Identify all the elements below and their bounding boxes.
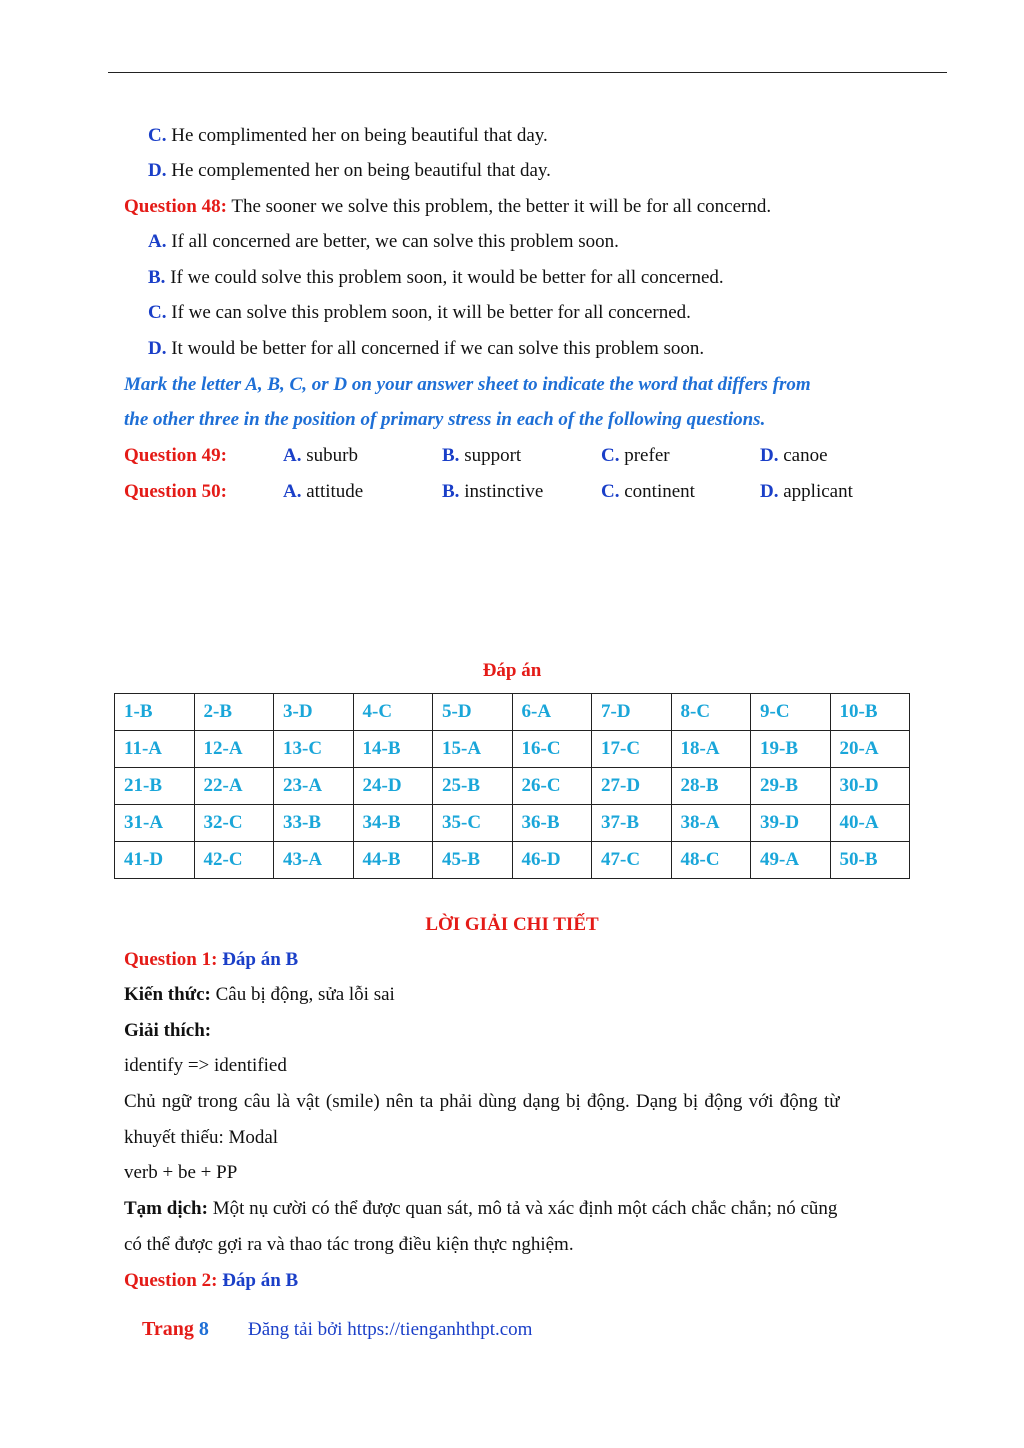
- q48-option-b: [148, 266, 724, 290]
- q1-line-3: verb + be + PP: [124, 1162, 238, 1183]
- option-text: prefer: [624, 445, 670, 466]
- page-number: [142, 1317, 209, 1341]
- q1-tam-dich-cont: có thể được gợi ra và thao tác trong điều kiện thực nghiệm.: [124, 1234, 574, 1255]
- q1-giai-thich-label: Giải thích:: [124, 1020, 212, 1041]
- option-letter: A.: [148, 231, 167, 252]
- answer-key-title: Đáp án: [482, 660, 542, 681]
- q48-option-d: [148, 337, 704, 361]
- answer-key-table: [114, 693, 910, 879]
- answer-key-cell: 25-B: [433, 768, 513, 805]
- answer-key-cell: 18-A: [671, 731, 751, 768]
- answer-key-cell: 14-B: [353, 731, 433, 768]
- answer-key-row: [115, 694, 910, 731]
- answer-key-cell: 33-B: [274, 805, 354, 842]
- answer-key-cell: 38-A: [671, 805, 751, 842]
- answer-key-cell: 41-D: [115, 842, 195, 879]
- answer-key-cell: 29-B: [751, 768, 831, 805]
- question-label: Question 1:: [124, 949, 218, 970]
- q49-row: [124, 444, 904, 468]
- answer-key-cell: 6-A: [512, 694, 592, 731]
- answer-key-cell: 24-D: [353, 768, 433, 805]
- q1-heading: [124, 948, 298, 972]
- answer-key-cell: 8-C: [671, 694, 751, 731]
- answer-key-cell: 42-C: [194, 842, 274, 879]
- answer-key-cell: 40-A: [830, 805, 910, 842]
- option-letter: C.: [601, 445, 620, 466]
- q1-line-2b: khuyết thiếu: Modal: [124, 1127, 279, 1148]
- option-letter: C.: [148, 302, 167, 323]
- answer-key-cell: 20-A: [830, 731, 910, 768]
- option-text: canoe: [783, 445, 828, 466]
- q49-option-a: [283, 444, 358, 468]
- answer-key-row: [115, 842, 910, 879]
- explanation-title: LỜI GIẢI CHI TIẾT: [425, 914, 599, 935]
- answer-key-cell: 2-B: [194, 694, 274, 731]
- answer-key-cell: 10-B: [830, 694, 910, 731]
- q1-kien-thuc: [124, 983, 395, 1007]
- option-text: It would be better for all concerned if we can solve this problem soon.: [171, 338, 705, 359]
- answer-key-cell: 13-C: [274, 731, 354, 768]
- answer-key-cell: 37-B: [592, 805, 672, 842]
- option-letter: B.: [442, 445, 460, 466]
- question-text: The sooner we solve this problem, the better it will be for all concernd.: [231, 196, 772, 217]
- answer-key-cell: 39-D: [751, 805, 831, 842]
- answer-key-row: [115, 731, 910, 768]
- kien-thuc-label: Kiến thức:: [124, 984, 211, 1005]
- question-label: Question 49:: [124, 445, 227, 466]
- answer-key-cell: 1-B: [115, 694, 195, 731]
- option-letter: D.: [148, 160, 167, 181]
- answer-key-cell: 43-A: [274, 842, 354, 879]
- answer-key-row: [115, 768, 910, 805]
- q48-option-c: [148, 301, 691, 325]
- answer-key-cell: 28-B: [671, 768, 751, 805]
- answer-label: Đáp án B: [222, 949, 299, 970]
- q1-tam-dich: [124, 1197, 837, 1221]
- option-text: attitude: [306, 481, 364, 502]
- q50-option-d: [760, 480, 853, 504]
- answer-key-cell: 16-C: [512, 731, 592, 768]
- option-letter: D.: [760, 481, 779, 502]
- answer-key-cell: 32-C: [194, 805, 274, 842]
- page-number-value: 8: [198, 1318, 209, 1340]
- option-text: He complemented her on being beautiful that day.: [171, 160, 551, 181]
- q1-line-2a: Chủ ngữ trong câu là vật (smile) nên ta phải dùng dạng bị động. Dạng bị động với động từ: [124, 1091, 840, 1112]
- option-letter: B.: [442, 481, 460, 502]
- option-letter: D.: [760, 445, 779, 466]
- q48-option-a: [148, 230, 619, 254]
- answer-key-cell: 12-A: [194, 731, 274, 768]
- answer-key-cell: 17-C: [592, 731, 672, 768]
- answer-key-cell: 7-D: [592, 694, 672, 731]
- option-text: support: [464, 445, 522, 466]
- answer-key-cell: 23-A: [274, 768, 354, 805]
- option-letter: B.: [148, 267, 166, 288]
- answer-key-cell: 46-D: [512, 842, 592, 879]
- answer-key-cell: 21-B: [115, 768, 195, 805]
- answer-key-cell: 31-A: [115, 805, 195, 842]
- instruction-line-1: Mark the letter A, B, C, or D on your answer sheet to indicate the word that differs from: [124, 374, 811, 395]
- answer-key-cell: 44-B: [353, 842, 433, 879]
- option-letter: A.: [283, 445, 302, 466]
- answer-key-cell: 45-B: [433, 842, 513, 879]
- header-rule: [108, 72, 947, 73]
- answer-key-cell: 27-D: [592, 768, 672, 805]
- option-text: If we can solve this problem soon, it will be better for all concerned.: [171, 302, 691, 323]
- answer-label: Đáp án B: [222, 1270, 299, 1291]
- tam-dich-label: Tạm dịch:: [124, 1198, 208, 1219]
- answer-key-cell: 50-B: [830, 842, 910, 879]
- q1-line-1: identify => identified: [124, 1055, 287, 1076]
- answer-key-cell: 47-C: [592, 842, 672, 879]
- answer-key-cell: 49-A: [751, 842, 831, 879]
- option-text: suburb: [306, 445, 358, 466]
- answer-key-cell: 5-D: [433, 694, 513, 731]
- option-letter: C.: [148, 125, 167, 146]
- option-letter: D.: [148, 338, 167, 359]
- q48-stem: [124, 195, 771, 219]
- q50-option-c: [601, 480, 695, 504]
- answer-key-cell: 26-C: [512, 768, 592, 805]
- option-text: applicant: [783, 481, 853, 502]
- option-text: He complimented her on being beautiful that day.: [171, 125, 548, 146]
- answer-key-cell: 35-C: [433, 805, 513, 842]
- q50-option-b: [442, 480, 543, 504]
- tam-dich-text: Một nụ cười có thể được quan sát, mô tả và xác định một cách chắc chắn; nó cũng: [212, 1198, 838, 1219]
- kien-thuc-text: Câu bị động, sửa lỗi sai: [215, 984, 395, 1005]
- instruction-line-2: the other three in the position of primary stress in each of the following questions.: [124, 409, 766, 430]
- question-label: Question 50:: [124, 481, 227, 502]
- answer-key-cell: 36-B: [512, 805, 592, 842]
- answer-key-cell: 30-D: [830, 768, 910, 805]
- question-label: Question 48:: [124, 196, 227, 217]
- q50-row: [124, 480, 904, 504]
- option-letter: C.: [601, 481, 620, 502]
- answer-key-cell: 11-A: [115, 731, 195, 768]
- question-label: Question 2:: [124, 1270, 218, 1291]
- q49-option-c: [601, 444, 670, 468]
- answer-key-cell: 22-A: [194, 768, 274, 805]
- answer-key-cell: 3-D: [274, 694, 354, 731]
- option-text: instinctive: [464, 481, 544, 502]
- answer-key-cell: 9-C: [751, 694, 831, 731]
- q49-option-d: [760, 444, 828, 468]
- answer-key-cell: 4-C: [353, 694, 433, 731]
- option-text: If we could solve this problem soon, it would be better for all concerned.: [170, 267, 724, 288]
- q2-heading: [124, 1269, 298, 1293]
- option-text: continent: [624, 481, 695, 502]
- answer-key-cell: 48-C: [671, 842, 751, 879]
- answer-key-row: [115, 805, 910, 842]
- q49-option-b: [442, 444, 521, 468]
- q47-option-d: [148, 159, 551, 183]
- q50-option-a: [283, 480, 363, 504]
- answer-key-cell: 19-B: [751, 731, 831, 768]
- page-label: Trang: [142, 1318, 194, 1340]
- footer-site-link[interactable]: Đăng tải bởi https://tienganhthpt.com: [248, 1319, 533, 1340]
- option-letter: A.: [283, 481, 302, 502]
- answer-key-cell: 15-A: [433, 731, 513, 768]
- answer-key-cell: 34-B: [353, 805, 433, 842]
- q47-option-c: [148, 124, 548, 148]
- option-text: If all concerned are better, we can solve this problem soon.: [171, 231, 619, 252]
